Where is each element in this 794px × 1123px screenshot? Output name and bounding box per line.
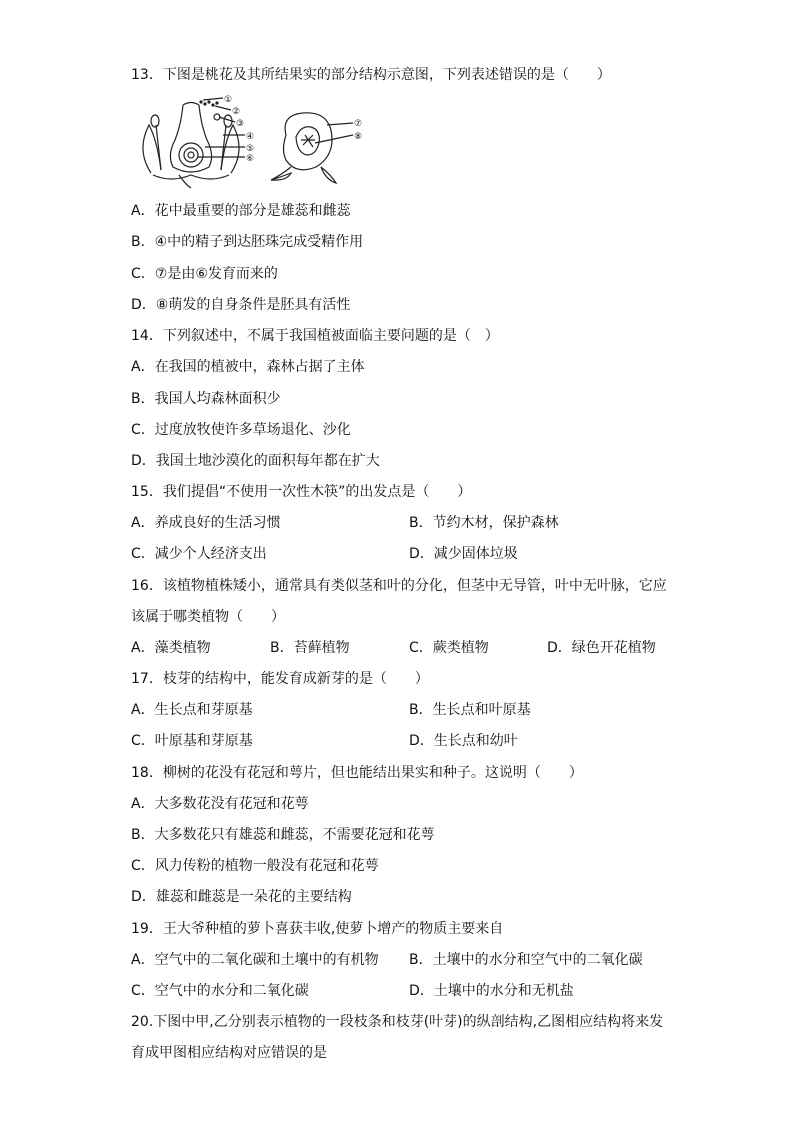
q17-option-c[interactable]: C．叶原基和芽原基: [131, 733, 253, 749]
q16-stem-line-1: 16．该植物植株矮小，通常具有类似茎和叶的分化，但茎中无导管，叶中无叶脉，它应: [131, 578, 667, 594]
q17-options-row-1: [131, 700, 691, 720]
peach-flower-fruit-diagram: [131, 95, 391, 190]
q19-options-row-2: [131, 981, 691, 1001]
label-6: ⑥: [246, 154, 255, 164]
label-3: ③: [236, 119, 245, 129]
q17-stem: 17．枝芽的结构中，能发育成新芽的是（ ）: [131, 671, 429, 687]
q13-option-b[interactable]: B．④中的精子到达胚珠完成受精作用: [131, 234, 364, 250]
q14-stem: 14．下列叙述中，不属于我国植被面临主要问题的是（ ）: [131, 328, 499, 344]
q19-option-b[interactable]: B．土壤中的水分和空气中的二氧化碳: [409, 952, 643, 968]
q13-stem: 13．下图是桃花及其所结果实的部分结构示意图，下列表述错误的是（ ）: [131, 67, 611, 83]
q18-stem: 18．柳树的花没有花冠和萼片，但也能结出果实和种子。这说明（ ）: [131, 765, 583, 781]
q13-option-c[interactable]: C．⑦是由⑥发育而来的: [131, 266, 278, 282]
q18-option-d[interactable]: D．雄蕊和雌蕊是一朵花的主要结构: [131, 889, 352, 905]
q13-figure: [131, 95, 391, 190]
q19-options-row-1: [131, 950, 691, 970]
q19-option-c[interactable]: C．空气中的水分和二氧化碳: [131, 983, 309, 999]
q16-option-b[interactable]: B．苔藓植物: [270, 640, 350, 656]
q17-option-d[interactable]: D．生长点和幼叶: [409, 733, 518, 749]
q16-stem-line-2: 该属于哪类植物（ ）: [131, 609, 285, 625]
q15-option-a[interactable]: A．养成良好的生活习惯: [131, 515, 281, 531]
label-7: ⑦: [354, 119, 363, 129]
q16-option-c[interactable]: C．蕨类植物: [409, 640, 489, 656]
label-8: ⑧: [354, 132, 363, 142]
q14-option-a[interactable]: A．在我国的植被中，森林占据了主体: [131, 359, 365, 375]
q19-option-d[interactable]: D．土壤中的水分和无机盐: [409, 983, 574, 999]
q18-option-a[interactable]: A．大多数花没有花冠和花萼: [131, 796, 309, 812]
q15-option-c[interactable]: C．减少个人经济支出: [131, 546, 267, 562]
q16-option-d[interactable]: D．绿色开花植物: [547, 640, 656, 656]
q17-option-b[interactable]: B．生长点和叶原基: [409, 702, 531, 718]
q20-stem-line-2: 育成甲图相应结构对应错误的是: [131, 1045, 327, 1061]
q13-option-a[interactable]: A．花中最重要的部分是雄蕊和雌蕊: [131, 203, 351, 219]
q20-stem-line-1: 20.下图中甲,乙分别表示植物的一段枝条和枝芽(叶芽)的纵剖结构,乙图相应结构将来发: [131, 1014, 664, 1030]
q14-option-c[interactable]: C．过度放牧使许多草场退化、沙化: [131, 422, 351, 438]
q15-stem: 15．我们提倡“不使用一次性木筷”的出发点是（ ）: [131, 484, 472, 500]
label-2: ②: [232, 107, 241, 117]
q17-options-row-2: [131, 731, 691, 751]
label-5: ⑤: [246, 144, 255, 154]
q16-options-row: [131, 638, 691, 658]
q14-option-b[interactable]: B．我国人均森林面积少: [131, 391, 281, 407]
q15-options-row-2: [131, 544, 691, 564]
label-1: ①: [224, 95, 233, 105]
q15-option-d[interactable]: D．减少固体垃圾: [409, 546, 518, 562]
q14-option-d[interactable]: D．我国土地沙漠化的面积每年都在扩大: [131, 453, 380, 469]
label-4: ④: [246, 132, 255, 142]
q18-option-c[interactable]: C．风力传粉的植物一般没有花冠和花萼: [131, 858, 379, 874]
q15-options-row-1: [131, 513, 691, 533]
q19-option-a[interactable]: A．空气中的二氧化碳和土壤中的有机物: [131, 952, 379, 968]
q17-option-a[interactable]: A．生长点和芽原基: [131, 702, 253, 718]
q16-option-a[interactable]: A．藻类植物: [131, 640, 211, 656]
q19-stem: 19．王大爷种植的萝卜喜获丰收,使萝卜增产的物质主要来自: [131, 921, 504, 937]
q18-option-b[interactable]: B．大多数花只有雄蕊和雌蕊，不需要花冠和花萼: [131, 827, 435, 843]
q15-option-b[interactable]: B．节约木材，保护森林: [409, 515, 559, 531]
q13-option-d[interactable]: D．⑧萌发的自身条件是胚具有活性: [131, 297, 351, 313]
